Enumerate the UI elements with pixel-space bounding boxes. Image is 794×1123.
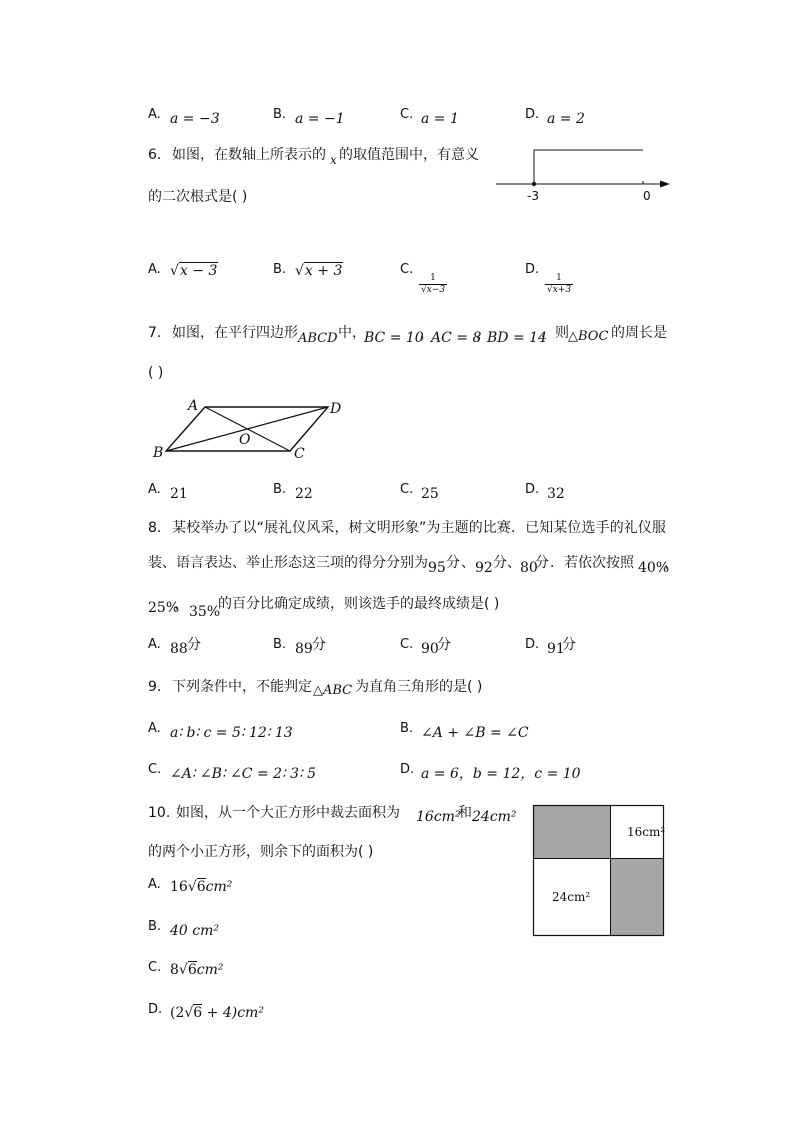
shaded-region-bottom-right: [611, 859, 664, 936]
q9-number: 9.: [148, 679, 162, 695]
q7-stem-a: 如图，在平行四边形: [172, 325, 298, 341]
sqrt-sign-icon: √: [170, 263, 179, 279]
q9-option-c-text: ∠A∶ ∠B∶ ∠C = 2∶ 3∶ 5: [170, 766, 317, 782]
sqrt-sign-icon: √: [178, 962, 188, 978]
q7-number: 7.: [148, 325, 162, 341]
q10-option-a-unit: cm²: [205, 879, 233, 895]
q8-dun-2: 、: [507, 555, 521, 571]
q8-option-a-label: A.: [148, 637, 161, 652]
q7-bc: BC = 10: [364, 330, 424, 346]
q10-option-d-radicand: 6: [193, 1005, 203, 1021]
q6-stem-part1: 如图，在数轴上所表示的: [172, 147, 326, 163]
q8-number: 8.: [148, 520, 162, 536]
q10-he: 和: [458, 805, 472, 821]
parallelogram-figure: [150, 398, 350, 463]
q6-option-a-label: A.: [148, 262, 161, 277]
q8-option-b-text: 89: [295, 641, 313, 657]
q6-var-x: x: [330, 153, 337, 167]
q8-option-a-unit: 分: [187, 637, 201, 653]
number-line-label-0: 0: [643, 189, 651, 203]
q10-option-b-text: 40 cm²: [170, 923, 219, 939]
q10-option-b-label: B.: [148, 919, 162, 934]
q8-score-3: 80: [520, 560, 538, 576]
q8-percent-3: 35%: [189, 604, 221, 620]
q5-option-b-label: B.: [273, 107, 287, 122]
q6-stem-line2: 的二次根式是( ): [148, 189, 248, 205]
figure-label-16cm2: 16cm²: [627, 825, 666, 839]
q9-stem-b: 为直角三角形的是( ): [355, 679, 483, 695]
q10-area-2: 24cm²: [472, 809, 517, 825]
sqrt-sign-icon: √: [295, 263, 304, 279]
q7-bd: BD = 14: [487, 330, 547, 346]
q9-option-d-text: a = 6，b = 12，c = 10: [421, 766, 581, 782]
q6-number: 6.: [148, 147, 162, 163]
q9-option-a-label: A.: [148, 721, 161, 736]
q6-option-a-radicand: x − 3: [179, 263, 218, 279]
number-line-arrow-icon: [660, 181, 670, 188]
q7-option-d-label: D.: [525, 482, 540, 497]
number-line-range-bracket: [534, 150, 643, 184]
q7-ac: AC = 8: [431, 330, 482, 346]
figure-label-o: O: [239, 432, 251, 448]
sqrt-sign-icon: √: [187, 879, 197, 895]
q6-option-d-den: √x+3: [547, 285, 572, 295]
q8-score-1: 95: [428, 560, 446, 576]
q9-option-c-label: C.: [148, 762, 162, 777]
q7-option-b-label: B.: [273, 482, 287, 497]
q10-area-1: 16cm²: [416, 809, 461, 825]
q5-option-d-text: a = 2: [547, 111, 585, 127]
q8-option-b-label: B.: [273, 637, 287, 652]
q5-option-c-label: C.: [400, 107, 414, 122]
q7-comma-2: ，: [476, 326, 490, 342]
figure-label-a: A: [188, 398, 199, 414]
q5-option-d-label: D.: [525, 107, 540, 122]
q8-percent-2: 25%: [148, 600, 180, 616]
q8-line3-b: 的百分比确定成绩，则该选手的最终成绩是( ): [218, 596, 500, 612]
q7-option-d-text: 32: [547, 486, 565, 502]
q9-stem-a: 下列条件中，不能判定: [172, 679, 312, 695]
q10-option-d-expr: [170, 1006, 264, 1020]
q6-option-c-label: C.: [400, 262, 414, 277]
q6-option-d-fraction: [545, 273, 573, 296]
q10-option-a-coef: 16: [170, 879, 188, 895]
q10-option-c-unit: cm²: [196, 962, 224, 978]
q6-option-b-label: B.: [273, 262, 287, 277]
q9-triangle: △ABC: [313, 683, 353, 698]
q8-option-c-label: C.: [400, 637, 414, 652]
q6-option-c-num: 1: [430, 273, 436, 283]
q10-stem-a: 如图，从一个大正方形中裁去面积为: [176, 805, 400, 821]
q9-option-a-text: a∶ b∶ c = 5∶ 12∶ 13: [170, 725, 293, 741]
q8-line2-b: ．若依次按照: [550, 555, 634, 571]
q7-option-c-text: 25: [421, 486, 439, 502]
q6-option-c-den: √x−3: [421, 285, 446, 295]
q8-line2-a: 装、语言表达、举止形态这三项的得分分别为: [148, 555, 428, 571]
q5-option-a-text: a = −3: [170, 111, 220, 127]
figure-label-c: C: [294, 446, 305, 462]
q8-comma-1: ，: [664, 555, 678, 571]
q7-option-a-label: A.: [148, 482, 161, 497]
q8-option-c-unit: 分: [437, 637, 451, 653]
q10-option-d-label: D.: [148, 1002, 163, 1017]
q7-option-a-text: 21: [170, 486, 188, 502]
q8-option-d-unit: 分: [562, 637, 576, 653]
q6-option-c-fraction: [419, 273, 447, 296]
q5-option-c-text: a = 1: [421, 111, 459, 127]
q10-number: 10.: [148, 805, 171, 821]
q7-stem-d: 的周长是: [611, 325, 667, 341]
q10-option-a-radicand: 6: [196, 879, 206, 895]
figure-label-d: D: [330, 401, 342, 417]
shaded-region-top-left: [534, 806, 611, 859]
q9-option-b-text: ∠A + ∠B = ∠C: [421, 725, 529, 741]
q7-triangle: △BOC: [568, 329, 609, 344]
q8-comma-2: ，: [174, 596, 188, 612]
q10-option-c-expr: [170, 963, 224, 977]
q6-option-d-label: D.: [525, 262, 540, 277]
q9-option-d-label: D.: [400, 762, 415, 777]
q7-stem-b: 中，: [338, 325, 366, 341]
number-line-label-neg3: -3: [527, 189, 539, 203]
q10-stem-line2: 的两个小正方形，则余下的面积为( ): [148, 844, 374, 860]
q10-option-c-radicand: 6: [187, 962, 197, 978]
q6-option-b-radicand: x + 3: [304, 263, 343, 279]
q8-dun-1: 、: [461, 555, 475, 571]
q8-percent-1: 40%: [638, 560, 670, 576]
q7-abcd: ABCD: [298, 331, 338, 346]
q5-option-b-text: a = −1: [295, 111, 345, 127]
q7-option-b-text: 22: [295, 486, 313, 502]
q7-comma-1: ，: [420, 326, 434, 342]
q10-option-d-pre: (2: [170, 1005, 185, 1021]
q6-stem-part2: 的取值范围中，有意义: [339, 147, 479, 163]
q6-option-b-sqrt: [295, 264, 343, 278]
q8-option-a-text: 88: [170, 641, 188, 657]
q10-option-a-label: A.: [148, 877, 161, 892]
q6-option-d-num: 1: [556, 273, 562, 283]
q8-option-d-text: 91: [547, 641, 565, 657]
figure-label-24cm2: 24cm²: [552, 890, 591, 904]
q10-option-d-post: + 4)cm²: [202, 1005, 264, 1021]
q8-option-d-label: D.: [525, 637, 540, 652]
q8-fen-3: 分: [535, 555, 549, 571]
q10-option-c-coef: 8: [170, 962, 179, 978]
q8-score-2: 92: [475, 560, 493, 576]
figure-label-b: B: [153, 445, 164, 461]
q7-paren: ( ): [148, 365, 164, 381]
q8-option-b-unit: 分: [312, 637, 326, 653]
q6-option-a-sqrt: [170, 264, 218, 278]
q10-option-c-label: C.: [148, 960, 162, 975]
q5-option-a-label: A.: [148, 107, 161, 122]
q8-option-c-text: 90: [421, 641, 439, 657]
q7-stem-c: ，则: [541, 325, 569, 341]
q9-option-b-label: B.: [400, 721, 414, 736]
q8-line1: 某校举办了以“展礼仪风采，树文明形象”为主题的比赛．已知某位选手的礼仪服: [172, 520, 667, 536]
sqrt-sign-icon: √: [184, 1005, 194, 1021]
q8-fen-1: 分: [446, 555, 460, 571]
q10-option-a-expr: [170, 880, 232, 894]
number-line-point-neg3: [532, 182, 536, 186]
q7-option-c-label: C.: [400, 482, 414, 497]
q8-fen-2: 分: [493, 555, 507, 571]
